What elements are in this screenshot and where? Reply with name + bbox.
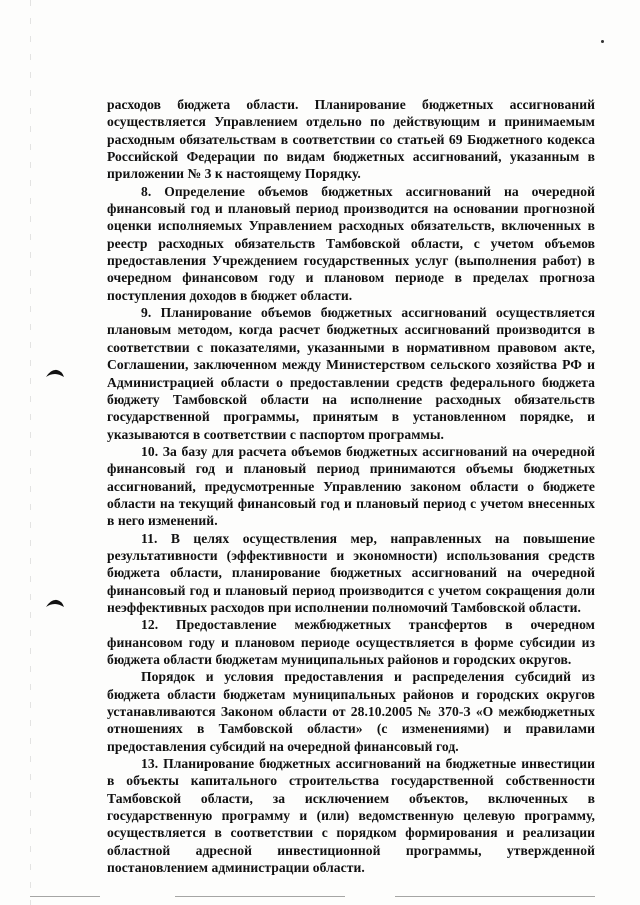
paragraph-8: 8. Определение объемов бюджетных ассигнований на очередной финансовый год и плановый период производится на основании прогнозной оценки исполняемых Управлением расходных обязательств, включенных в реестр расходных обязательств Тамбовской области, с учетом объемов предоставления Учреждением государственных услуг (выполнения работ) в очередном финансовом году и плановом периоде в пределах прогноза поступления доходов в бюджет области. bbox=[107, 183, 595, 303]
paragraph-12: 12. Предоставление межбюджетных трансфертов в очередном финансовом году и плановом периоде осуществляется в форме субсидии из бюджета области бюджетам муниципальных районов и городских округов. bbox=[107, 617, 595, 667]
paragraph-budget-planning: расходов бюджета области. Планирование бюджетных ассигнований осуществляется Управлением отдельно по действующим и принимаемым расходным обязательствам в соответствии со статьей 69 Бюджетного кодекса Российской Федерации по видам бюджетных ассигнований, указанным в приложении № 3 к настоящему Порядку. bbox=[107, 97, 595, 182]
paragraph-13: 13. Планирование бюджетных ассигнований на бюджетные инвестиции в объекты капитального строительства государственной собственности Тамбовской области, за исключением объектов, включенных в государственную программу и (или) ведомственную целевую программу, осуществляется в соответствии с порядком формирования и реализации областной адресной инвестиционной программы, утвержденной постановлением администрации области. bbox=[107, 756, 595, 876]
document-body bbox=[107, 96, 595, 876]
paragraph-subsidy-order: Порядок и условия предоставления и распределения субсидий из бюджета области бюджетам муниципальных районов и городских округов устанавливаются Законом области от 28.10.2005 № 370-З «О межбюджетных отношениях в Тамбовской области» (с изменениями) и правилами предоставления субсидий на очередной финансовый год. bbox=[107, 669, 595, 754]
paragraph-10: 10. За базу для расчета объемов бюджетных ассигнований на очередной финансовый год и плановый период принимаются объемы бюджетных ассигнований, предусмотренные Управлению законом области о бюджете области на текущий финансовый год и плановый период с учетом внесенных в него изменений. bbox=[107, 443, 595, 529]
scan-speck bbox=[601, 40, 604, 43]
paragraph-11: 11. В целях осуществления мер, направленных на повышение результативности (эффективности и экономности) использования средств бюджета области, планирование бюджетных ассигнований на очередной финансовый год и плановый период производится с учетом сокращения доли неэффективных расходов при исполнении полномочий Тамбовской области. bbox=[107, 530, 595, 615]
punch-hole-mark-top bbox=[45, 368, 65, 378]
footer-scan-rule bbox=[30, 896, 100, 897]
footer-scan-rule bbox=[175, 896, 345, 897]
binding-edge-marks bbox=[30, 0, 31, 905]
paragraph-9: 9. Планирование объемов бюджетных ассигнований осуществляется плановым методом, когда расчет бюджетных ассигнований производится в соответствии с показателями, указанными в нормативном правовом акте, Соглашении, заключенном между Министерством сельского хозяйства РФ и Администрацией области о предоставлении средств федерального бюджета бюджету Тамбовской области на исполнение расходных обязательств государственной программы, принятым в установленном порядке, и указываются в соответствии с паспортом программы. bbox=[107, 305, 595, 442]
punch-hole-mark-bottom bbox=[45, 598, 65, 608]
footer-scan-rule bbox=[395, 896, 595, 897]
